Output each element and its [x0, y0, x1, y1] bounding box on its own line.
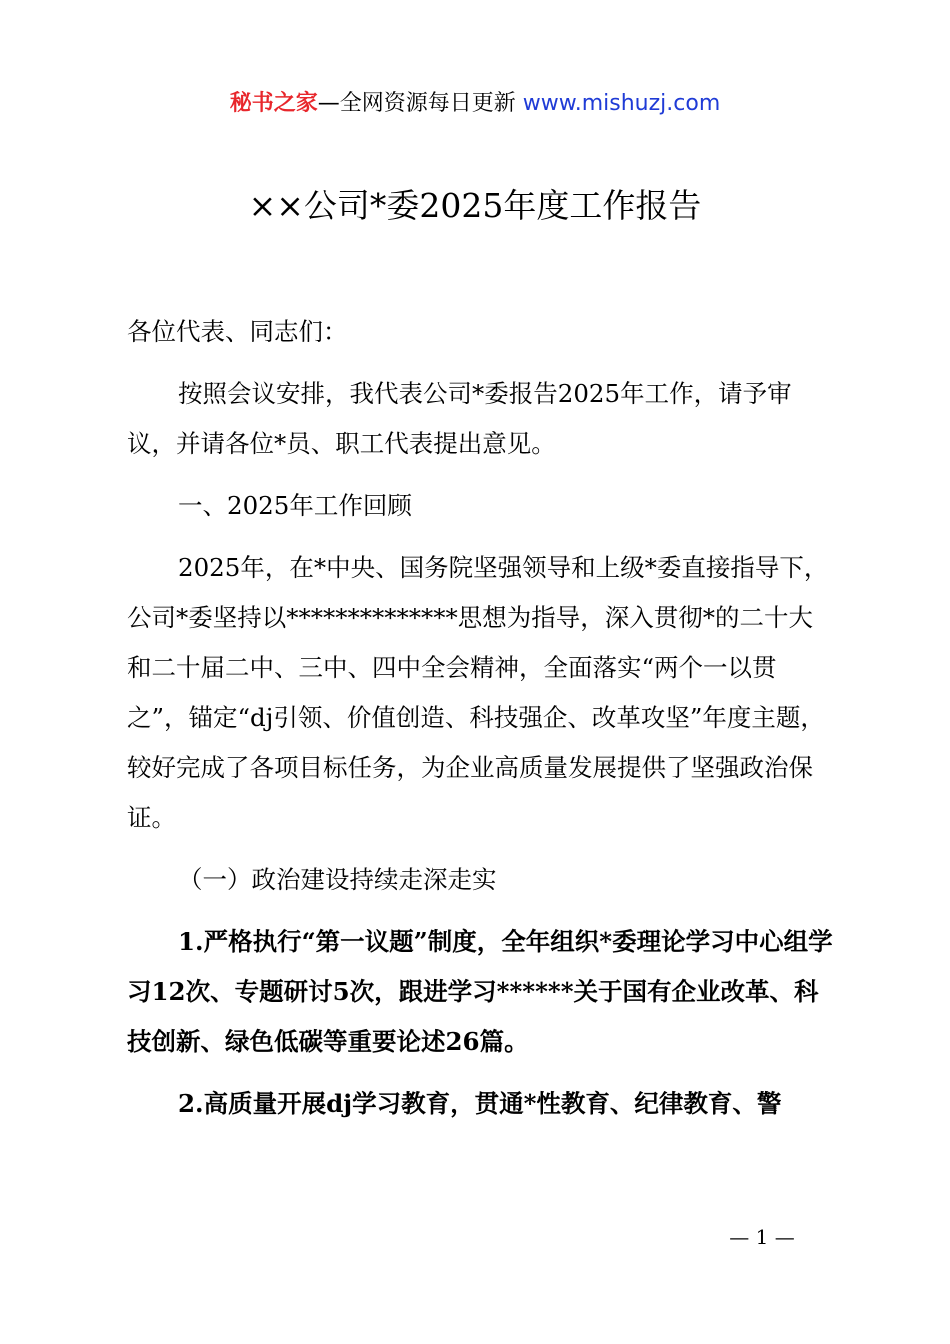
section-heading: 一、2025年工作回顾: [178, 491, 412, 520]
subsection-heading: （一）政治建设持续走深走实: [178, 865, 497, 894]
body-paragraph: 2025年，在*中央、国务院坚强领导和上级*委直接指导下，公司*委坚持以**************思想为指导，深入贯彻*的二十大和二十届二中、三中、四中全会精神，全面落实“两个一以贯之”，锚定“dj引领、价值创造、科技强企、改革攻坚”年度主题，较好完成了各项目标任务，为企业高质量发展提供了坚强政治保证。: [127, 553, 829, 832]
report-title: ××公司*委2025年度工作报告: [248, 186, 702, 225]
numbered-item: 2.高质量开展dj学习教育，贯通*性教育、纪律教育、警: [178, 1089, 782, 1118]
banner-slogan: —全网资源每日更新: [317, 91, 516, 116]
site-url-link[interactable]: www.mishuzj.com: [522, 91, 721, 116]
body-paragraph: 按照会议安排，我代表公司*委报告2025年工作，请予审议，并请各位*员、职工代表提出意见。: [127, 379, 792, 458]
page-number: — 1 —: [729, 1225, 795, 1249]
site-banner: [0, 88, 950, 120]
brand-name: 秘书之家: [229, 91, 318, 116]
salutation: 各位代表、同志们：: [127, 317, 348, 346]
report-body: [127, 307, 834, 1129]
numbered-item: 1.严格执行“第一议题”制度，全年组织*委理论学习中心组学习12次、专题研讨5次，跟进学习******关于国有企业改革、科技创新、绿色低碳等重要论述26篇。: [127, 927, 833, 1056]
